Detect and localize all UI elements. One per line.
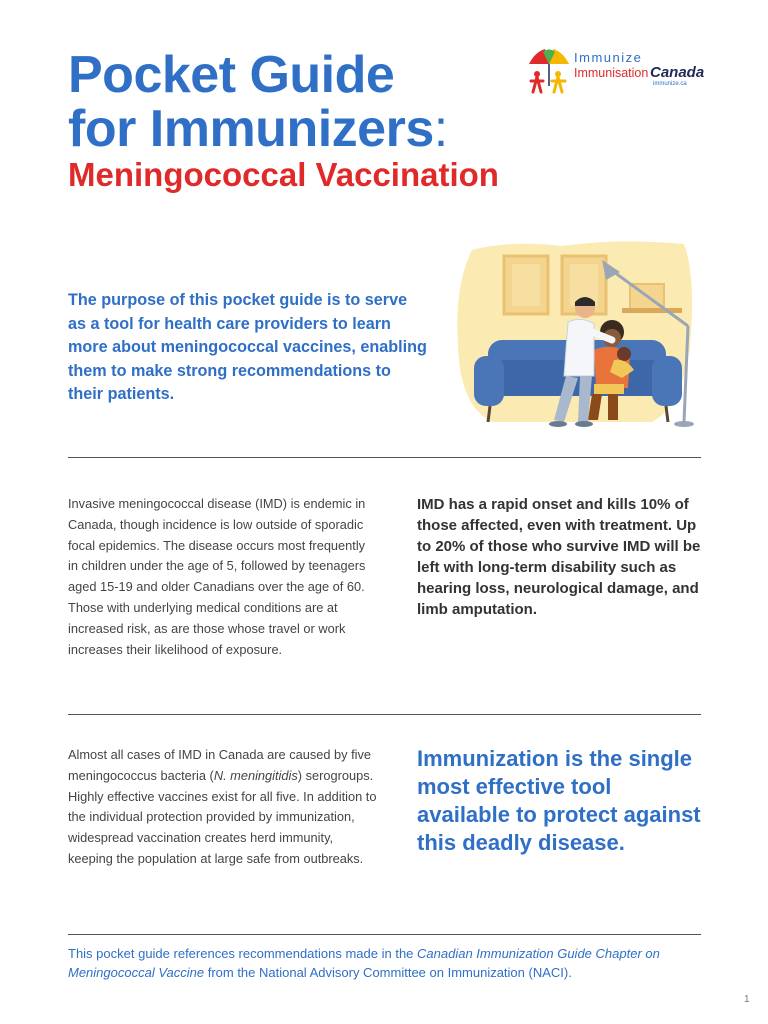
page-number: 1 [744, 994, 750, 1005]
immunization-callout: Immunization is the single most effective tool available to protect against this deadly disease. [417, 746, 701, 855]
logo-word-fr: Immunisation [574, 66, 649, 80]
imd-severity-callout: IMD has a rapid onset and kills 10% of those affected, even with treatment. Up to 20% of those who survive IMD will be left with long-term disability such as hearing loss, neurological damage, and limb amputation. [417, 496, 701, 618]
intro-paragraph: The purpose of this pocket guide is to serve as a tool for health care providers to learn more about meningococcal vaccines, enabling them to make strong recommendations to their patients. [68, 291, 427, 403]
page-title-line1: Pocket Guide [68, 46, 395, 104]
divider [68, 934, 701, 935]
page-title-line2 [68, 102, 448, 156]
serogroups-species-name: N. meningitidis [213, 767, 298, 783]
doctor-examining-child-illustration-icon [452, 236, 700, 434]
title-line2-text: for Immunizers [68, 100, 434, 158]
serogroups-text-after: ) serogroups. Highly effective vaccines exist for all five. In addition to the individual protection provided by immunization, widespread vaccination creates herd immunity, keeping the population at large safe from outbreaks. [68, 767, 377, 866]
logo-word-en: Immunize [574, 50, 643, 65]
divider [68, 714, 701, 715]
immunize-canada-logo [525, 44, 705, 96]
logo-url: immunize.ca [653, 81, 687, 87]
footnote-guide-title: Canadian Immunization Guide Chapter on Meningococcal Vaccine [68, 946, 660, 980]
footnote-text-before: This pocket guide references recommendations made in the [68, 946, 418, 961]
serogroups-text-before: Almost all cases of IMD in Canada are caused by five meningococcus bacteria ( [68, 747, 372, 783]
umbrella-children-logo-icon [525, 44, 573, 96]
title-colon: : [433, 100, 448, 158]
serogroups-paragraph [68, 745, 378, 870]
divider [68, 457, 701, 458]
logo-word-country: Canada [650, 64, 705, 81]
imd-overview-paragraph: Invasive meningococcal disease (IMD) is endemic in Canada, though incidence is low outside of sporadic focal epidemics. The disease occurs most frequently in children under the age of 5, followed by teenagers aged 15-19 and older Canadians over the age of 60. Those with underlying medical conditions are at increased risk, as are those whose travel or work increases their likelihood of exposure. [68, 496, 366, 657]
page-subtitle: Meningococcal Vaccination [68, 156, 499, 193]
reference-footnote [68, 944, 708, 982]
footnote-text-after: from the National Advisory Committee on Immunization (NACI). [204, 965, 572, 980]
